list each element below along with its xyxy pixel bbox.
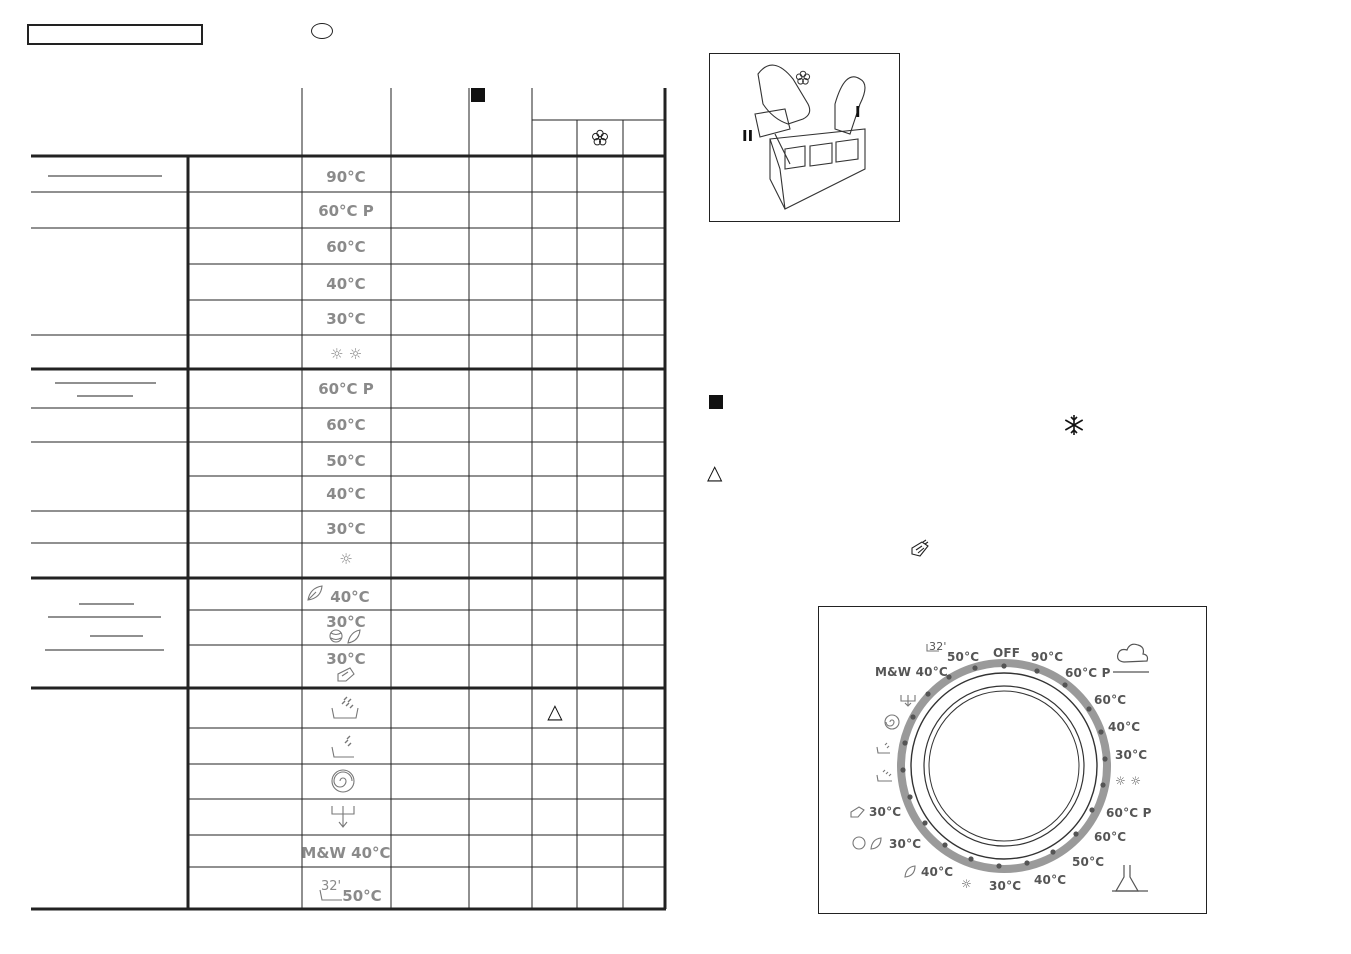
temp-cell: ☼ ☼ — [329, 345, 363, 363]
spin-rinse-icon — [332, 736, 354, 757]
temp-cell: 50°C — [342, 887, 382, 905]
drain-icon — [901, 695, 915, 706]
temp-cell: 60°C P — [318, 380, 374, 398]
rinse-icon — [877, 770, 892, 781]
dial-label-60p: 60°C P — [1065, 666, 1111, 680]
spin-icon — [332, 770, 354, 792]
detergent-drawer-figure — [709, 53, 900, 222]
temp-cell: 90°C — [326, 168, 366, 186]
leaf-icon — [308, 586, 322, 600]
dial-label-30-b: 30°C — [989, 879, 1022, 893]
temp-cell: 40°C — [326, 485, 366, 503]
dial-label-60p-b: 60°C P — [1106, 806, 1152, 820]
compartment-I-label: I — [855, 103, 861, 121]
temp-cell: 40°C — [326, 275, 366, 293]
warning-triangle-icon: △ — [707, 460, 723, 484]
dial-label-40-b: 40°C — [1034, 873, 1067, 887]
dial-label-off: OFF — [993, 646, 1021, 660]
temp-cell: 60°C — [326, 238, 366, 256]
temp-cell: 30°C — [326, 520, 366, 538]
temp-cell: 40°C — [330, 588, 370, 606]
temp-cell: 50°C — [326, 452, 366, 470]
wool-leaf-icon — [330, 630, 360, 643]
prewash-square-icon — [471, 88, 485, 102]
compartment-II-label: II — [742, 127, 754, 145]
dial-label-30-c: 30°C — [889, 837, 922, 851]
dial-label-60-b: 60°C — [1094, 830, 1127, 844]
dial-label-30-d: 30°C — [869, 805, 902, 819]
drawer-flower-icon — [796, 71, 809, 84]
temp-cell: M&W 40°C — [301, 844, 391, 862]
softener-flower-icon — [593, 130, 608, 145]
dial-label-sun: ☼ — [961, 877, 972, 891]
program-dial-figure — [818, 606, 1207, 914]
dial-label-60: 60°C — [1094, 693, 1127, 707]
temp-cell: 30°C — [326, 310, 366, 328]
wool-leaf-icon — [853, 837, 881, 849]
handwash-icon — [851, 807, 864, 817]
detergent-drawer-drawing — [710, 54, 899, 221]
quick-32-label: 32' — [320, 879, 342, 894]
dial-label-40: 40°C — [1108, 720, 1141, 734]
program-table — [0, 0, 680, 920]
handwash-icon — [338, 668, 354, 681]
leaf-icon — [905, 866, 915, 877]
temp-cell: 30°C — [326, 650, 366, 668]
dial-label-mw: M&W 40°C — [875, 665, 948, 679]
rinse-icon — [332, 697, 358, 718]
prewash-square-icon — [709, 395, 723, 409]
flask-icon — [1112, 865, 1148, 891]
spin-icon — [885, 715, 899, 729]
temp-cell: ☼ — [339, 550, 353, 568]
dial-label-40-c: 40°C — [921, 865, 954, 879]
warning-triangle-icon: △ — [547, 699, 563, 723]
temp-cell: 60°C P — [318, 202, 374, 220]
temp-cell: 30°C — [326, 613, 366, 631]
dial-label-sun-sun: ☼ ☼ — [1115, 774, 1142, 788]
snowflake-icon — [1062, 413, 1086, 437]
cloud-icon — [1113, 644, 1149, 672]
spin-rinse-icon — [877, 743, 890, 753]
dial-label-30: 30°C — [1115, 748, 1148, 762]
drain-icon — [332, 806, 354, 827]
dial-label-quick-32: 32' — [929, 640, 947, 653]
handwash-icon — [910, 539, 932, 559]
dial-label-quick-50: 50°C — [947, 650, 980, 664]
temp-cell: 60°C — [326, 416, 366, 434]
dial-label-50: 50°C — [1072, 855, 1105, 869]
dial-label-90: 90°C — [1031, 650, 1064, 664]
